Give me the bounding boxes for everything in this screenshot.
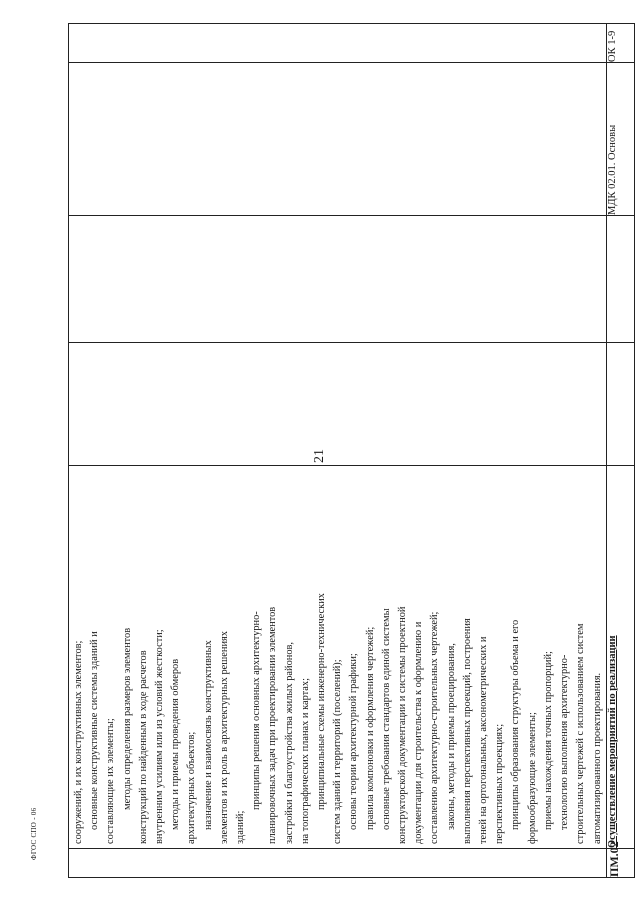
- knowledge-line: технологию выполнения архитектурно-: [559, 654, 571, 830]
- knowledge-line: методы и приемы проведения обмеров: [170, 658, 182, 830]
- knowledge-line: сооружений, и их конструктивных элементов;: [73, 640, 84, 844]
- column-a-cell: [69, 343, 607, 466]
- rotated-table-page: [68, 30, 621, 878]
- code-cell-empty: [69, 849, 607, 878]
- knowledge-line: принципиальные схемы инженерно-технических: [316, 593, 328, 810]
- module-col-a: [606, 343, 634, 466]
- module-title: Осуществление мероприятий по реализации: [606, 466, 634, 849]
- knowledge-line: основы теории архитектурной графики;: [348, 653, 360, 830]
- knowledge-line: принципы образования структуры объема и его: [510, 619, 522, 830]
- knowledge-line: архитектурных объектов;: [186, 731, 198, 844]
- knowledge-line: систем зданий и территорий (поселений);: [332, 659, 344, 844]
- module-competencies: ОК 1-9: [606, 24, 634, 63]
- knowledge-line: принципы решения основных архитектурно-: [251, 611, 263, 810]
- knowledge-line: составлению архитектурно-строительных чертежей;: [429, 611, 441, 844]
- column-b-cell: [69, 216, 607, 343]
- knowledge-line: конструкторской документации и системы проектной: [397, 606, 409, 844]
- knowledge-line: застройки и благоустройства жилых районов,: [283, 641, 295, 844]
- knowledge-line: перспективных проекциях;: [494, 723, 506, 844]
- knowledge-line: назначение и взаимосвязь конструктивных: [202, 640, 214, 830]
- table-row-module: [606, 24, 634, 878]
- column-c-cell: [69, 63, 607, 216]
- page-number: 21: [312, 449, 327, 463]
- knowledge-line: конструкций по найденным в ходе расчетов: [137, 650, 149, 844]
- knowledge-line: выполнения перспективных проекций, построения: [461, 618, 473, 844]
- knowledge-line: законы, методы и приемы проецирования,: [445, 643, 457, 830]
- column-d-cell: [69, 24, 607, 63]
- module-code: ПМ.02: [606, 849, 634, 878]
- knowledge-list: [69, 466, 606, 848]
- knowledge-line: строительных чертежей с использованием систем: [575, 623, 587, 844]
- knowledge-line: приемы нахождения точных пропорций;: [542, 651, 554, 830]
- standards-table: [68, 23, 635, 878]
- knowledge-line: правила компоновки и оформления чертежей;: [364, 626, 376, 830]
- knowledge-line: автоматизированного проектирования.: [591, 672, 603, 844]
- knowledge-line: документации для строительства к оформлению и: [413, 621, 425, 844]
- knowledge-line: методы определения размеров элементов: [121, 627, 133, 810]
- footer-code: ФГОС СПО - 06: [30, 807, 38, 860]
- knowledge-line: основные конструктивные системы зданий и: [89, 631, 101, 830]
- knowledge-line: планировочных задач при проектировании элементов: [267, 606, 279, 844]
- knowledge-line: формообразующие элементы;: [526, 712, 538, 844]
- knowledge-line: теней на ортогональных, аксонометрических и: [478, 636, 490, 844]
- knowledge-line: составляющие их элементы;: [105, 718, 117, 844]
- module-mdk: МДК 02.01. Основы: [606, 63, 634, 216]
- knowledge-line: зданий;: [235, 810, 247, 844]
- module-col-b: [606, 216, 634, 343]
- table-row-knowledge: [69, 24, 607, 878]
- knowledge-line: элементов и их роль в архитектурных решениях: [218, 631, 230, 844]
- knowledge-cell: [69, 466, 607, 849]
- knowledge-line: основные требования стандартов единой системы: [380, 608, 392, 830]
- knowledge-line: на топографических планах и картах;: [299, 677, 311, 844]
- knowledge-line: внутренним усилиям или из условий жесткости;: [154, 629, 166, 844]
